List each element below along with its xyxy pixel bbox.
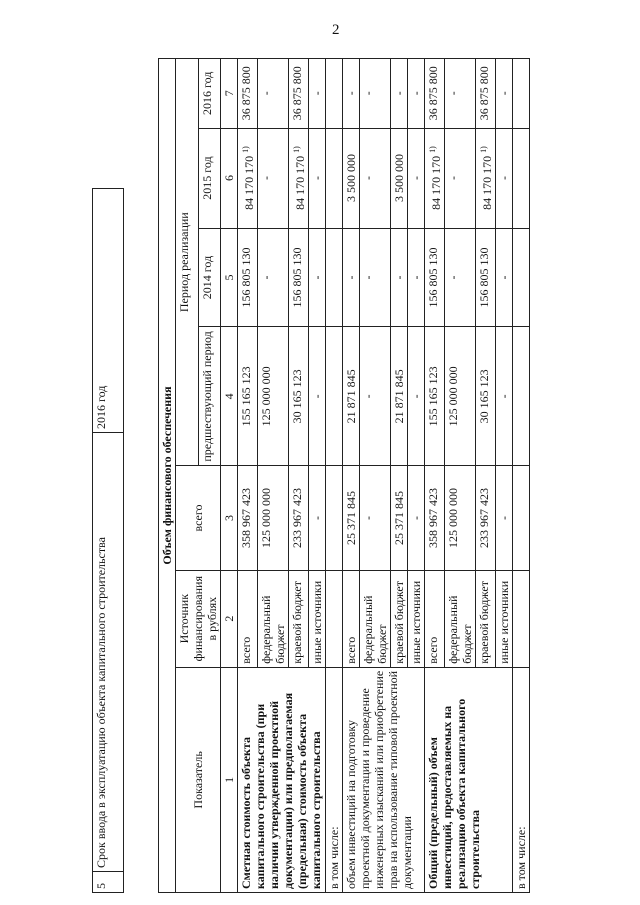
previous-period-cell <box>391 327 408 466</box>
cell-value: 36 875 800 <box>290 66 304 121</box>
footnote-marker: 1) <box>241 146 250 153</box>
cell-value: - <box>361 275 375 280</box>
cell-value: - <box>497 91 511 96</box>
year-2016-cell <box>391 59 408 129</box>
row-indicator: Общий (предельный) объем инвестиций, предоставляемых на реализацию объекта капитального строительства <box>425 667 513 892</box>
row-value: 2016 год <box>93 189 124 433</box>
cell-value: - <box>310 176 324 181</box>
cell-value: 156 805 130 <box>290 247 304 308</box>
source-cell <box>476 570 496 667</box>
cell-value: 3 500 000 <box>344 154 358 203</box>
cell-value: иные источники <box>497 580 511 664</box>
cell-value: - <box>446 176 460 181</box>
column-header-source: Источник финансирования в рублях <box>176 570 221 667</box>
empty-cell <box>513 327 530 466</box>
source-cell <box>258 570 289 667</box>
year-2016-cell <box>496 59 513 129</box>
year-2016-cell <box>360 59 391 129</box>
cell-value: 155 165 123 <box>239 366 253 427</box>
cell-value: федеральный бюджет <box>446 595 474 664</box>
row-indicator: Сметная стоимость объекта капитального строительства (при наличии утвержденной проектной документации) или предполагаемая (предельная) стоимость объекта капитального строительства <box>238 667 326 892</box>
cell-value: федеральный бюджет <box>361 595 389 664</box>
year-2016-cell <box>309 59 326 129</box>
year-2014-cell <box>425 228 445 327</box>
cell-value: краевой бюджет <box>290 580 304 664</box>
column-header-previous: предшествующий период <box>198 327 221 466</box>
cell-value: 84 170 170 <box>242 155 256 210</box>
cell-value: - <box>497 176 511 181</box>
financing-table <box>158 58 530 893</box>
total-cell <box>425 466 445 570</box>
cell-value: федеральный бюджет <box>259 595 287 664</box>
cell-value: 25 371 845 <box>392 491 406 545</box>
column-number: 4 <box>221 327 238 466</box>
cell-value: краевой бюджет <box>477 580 491 664</box>
column-number: 7 <box>221 59 238 129</box>
cell-value: 233 967 423 <box>477 488 491 548</box>
column-number: 1 <box>221 667 238 892</box>
column-header-2015: 2015 год <box>198 128 221 228</box>
year-2015-cell <box>391 128 408 228</box>
year-2015-cell <box>496 128 513 228</box>
cell-value: всего <box>426 636 440 664</box>
cell-value: - <box>392 275 406 280</box>
cell-value: 125 000 000 <box>259 366 273 427</box>
year-2016-cell <box>343 59 360 129</box>
total-cell <box>309 466 326 570</box>
cell-value: 36 875 800 <box>239 66 253 121</box>
year-2014-cell <box>496 228 513 327</box>
row-indicator: объем инвестиций на подготовку проектной документации и проведение инженерных изысканий или приобретение прав на использование типовой проектной документации <box>343 667 425 892</box>
cell-value: - <box>497 275 511 280</box>
empty-cell <box>326 128 343 228</box>
cell-value: 21 871 845 <box>344 369 358 424</box>
year-2014-cell <box>238 228 258 327</box>
cell-value: всего <box>344 636 358 664</box>
source-cell <box>445 570 476 667</box>
year-2016-cell <box>238 59 258 129</box>
cell-value: 125 000 000 <box>259 488 273 548</box>
year-2016-cell <box>425 59 445 129</box>
total-cell <box>258 466 289 570</box>
year-2014-cell <box>408 228 425 327</box>
cell-value: 36 875 800 <box>477 66 491 121</box>
previous-period-cell <box>289 327 309 466</box>
table-row <box>326 59 343 893</box>
year-2015-cell <box>258 128 289 228</box>
cell-value: - <box>361 394 375 399</box>
source-cell <box>309 570 326 667</box>
cell-value: - <box>409 176 423 181</box>
cell-value: - <box>497 516 511 520</box>
cell-value: - <box>361 516 375 520</box>
cell-value: - <box>409 394 423 399</box>
cell-value: 36 875 800 <box>426 66 440 121</box>
commissioning-table <box>92 188 124 893</box>
cell-value: - <box>409 275 423 280</box>
total-cell <box>476 466 496 570</box>
empty-cell <box>513 228 530 327</box>
previous-period-cell <box>238 327 258 466</box>
source-cell <box>391 570 408 667</box>
year-2014-cell <box>289 228 309 327</box>
empty-cell <box>326 228 343 327</box>
footnote-marker: 1) <box>292 146 301 153</box>
table-body <box>238 59 530 893</box>
year-2015-cell <box>425 128 445 228</box>
cell-value: - <box>497 394 511 399</box>
cell-value: - <box>392 91 406 96</box>
cell-value: - <box>259 176 273 181</box>
cell-value: - <box>446 91 460 96</box>
cell-value: 155 165 123 <box>426 366 440 427</box>
year-2015-cell <box>360 128 391 228</box>
cell-value: 156 805 130 <box>477 247 491 308</box>
year-2014-cell <box>445 228 476 327</box>
page-number: 2 <box>332 22 340 38</box>
year-2014-cell <box>476 228 496 327</box>
year-2014-cell <box>343 228 360 327</box>
cell-value: - <box>259 91 273 96</box>
cell-value: 358 967 423 <box>426 488 440 548</box>
total-cell <box>496 466 513 570</box>
cell-value: краевой бюджет <box>392 580 406 664</box>
column-number: 2 <box>221 570 238 667</box>
year-2015-cell <box>309 128 326 228</box>
table-title: Объем финансового обеспечения <box>159 59 176 893</box>
column-number: 5 <box>221 228 238 327</box>
year-2014-cell <box>309 228 326 327</box>
column-header-indicator: Показатель <box>176 667 221 892</box>
row-label: Срок ввода в эксплуатацию объекта капитального строительства <box>93 433 124 872</box>
cell-value: - <box>310 516 324 520</box>
column-header-2014: 2014 год <box>198 228 221 327</box>
year-2015-cell <box>476 128 496 228</box>
previous-period-cell <box>496 327 513 466</box>
source-cell <box>425 570 445 667</box>
table-row <box>343 59 360 893</box>
cell-value: - <box>446 275 460 280</box>
footnote-marker: 1) <box>479 146 488 153</box>
cell-value: 25 371 845 <box>344 491 358 545</box>
cell-value: 3 500 000 <box>392 154 406 203</box>
total-cell <box>391 466 408 570</box>
previous-period-cell <box>425 327 445 466</box>
empty-cell <box>513 570 530 667</box>
column-header-period: Период реализации <box>176 59 199 466</box>
previous-period-cell <box>445 327 476 466</box>
previous-period-cell <box>476 327 496 466</box>
empty-cell <box>513 128 530 228</box>
total-cell <box>289 466 309 570</box>
year-2014-cell <box>391 228 408 327</box>
empty-cell <box>326 466 343 570</box>
column-number: 3 <box>221 466 238 570</box>
year-2015-cell <box>238 128 258 228</box>
cell-value: иные источники <box>310 580 324 664</box>
cell-value: 233 967 423 <box>290 488 304 548</box>
column-header-total: всего <box>176 466 221 570</box>
year-2016-cell <box>289 59 309 129</box>
empty-cell <box>326 327 343 466</box>
cell-value: 30 165 123 <box>290 369 304 424</box>
cell-value: 84 170 170 <box>429 155 443 210</box>
year-2016-cell <box>476 59 496 129</box>
cell-value: 30 165 123 <box>477 369 491 424</box>
year-2016-cell <box>408 59 425 129</box>
table-row <box>425 59 445 893</box>
year-2015-cell <box>343 128 360 228</box>
cell-value: - <box>409 91 423 96</box>
cell-value: - <box>409 516 423 520</box>
cell-value: 156 805 130 <box>239 247 253 308</box>
cell-value: - <box>310 91 324 96</box>
year-2014-cell <box>360 228 391 327</box>
cell-value: 21 871 845 <box>392 369 406 424</box>
cell-value: иные источники <box>409 580 423 664</box>
cell-value: 358 967 423 <box>239 488 253 548</box>
cell-value: 84 170 170 <box>293 155 307 210</box>
total-cell <box>238 466 258 570</box>
previous-period-cell <box>258 327 289 466</box>
source-cell <box>289 570 309 667</box>
total-cell <box>408 466 425 570</box>
footnote-marker: 1) <box>428 146 437 153</box>
cell-value: - <box>310 394 324 399</box>
column-number: 6 <box>221 128 238 228</box>
cell-value: 156 805 130 <box>426 247 440 308</box>
table-row <box>238 59 258 893</box>
table-header-row <box>159 59 176 893</box>
source-cell <box>408 570 425 667</box>
table-row <box>93 189 124 893</box>
cell-value: - <box>361 91 375 96</box>
previous-period-cell <box>408 327 425 466</box>
year-2014-cell <box>258 228 289 327</box>
row-indicator: в том числе: <box>513 667 530 892</box>
cell-value: всего <box>239 636 253 664</box>
total-cell <box>360 466 391 570</box>
rotated-content <box>92 58 632 893</box>
previous-period-cell <box>360 327 391 466</box>
cell-value: 125 000 000 <box>446 488 460 548</box>
source-cell <box>360 570 391 667</box>
empty-cell <box>513 59 530 129</box>
table-header-row <box>176 59 199 893</box>
row-indicator: в том числе: <box>326 667 343 892</box>
table-header-row <box>221 59 238 893</box>
cell-value: 125 000 000 <box>446 366 460 427</box>
total-cell <box>445 466 476 570</box>
empty-cell <box>513 466 530 570</box>
source-cell <box>343 570 360 667</box>
table-row <box>513 59 530 893</box>
year-2015-cell <box>408 128 425 228</box>
previous-period-cell <box>309 327 326 466</box>
total-cell <box>343 466 360 570</box>
source-cell <box>496 570 513 667</box>
source-cell <box>238 570 258 667</box>
year-2015-cell <box>289 128 309 228</box>
year-2016-cell <box>258 59 289 129</box>
cell-value: - <box>344 91 358 96</box>
cell-value: 84 170 170 <box>480 155 494 210</box>
empty-cell <box>326 59 343 129</box>
cell-value: - <box>361 176 375 181</box>
year-2015-cell <box>445 128 476 228</box>
cell-value: - <box>259 275 273 280</box>
cell-value: - <box>310 275 324 280</box>
column-header-2016: 2016 год <box>198 59 221 129</box>
row-number: 5 <box>93 872 124 893</box>
previous-period-cell <box>343 327 360 466</box>
empty-cell <box>326 570 343 667</box>
cell-value: - <box>344 275 358 280</box>
year-2016-cell <box>445 59 476 129</box>
